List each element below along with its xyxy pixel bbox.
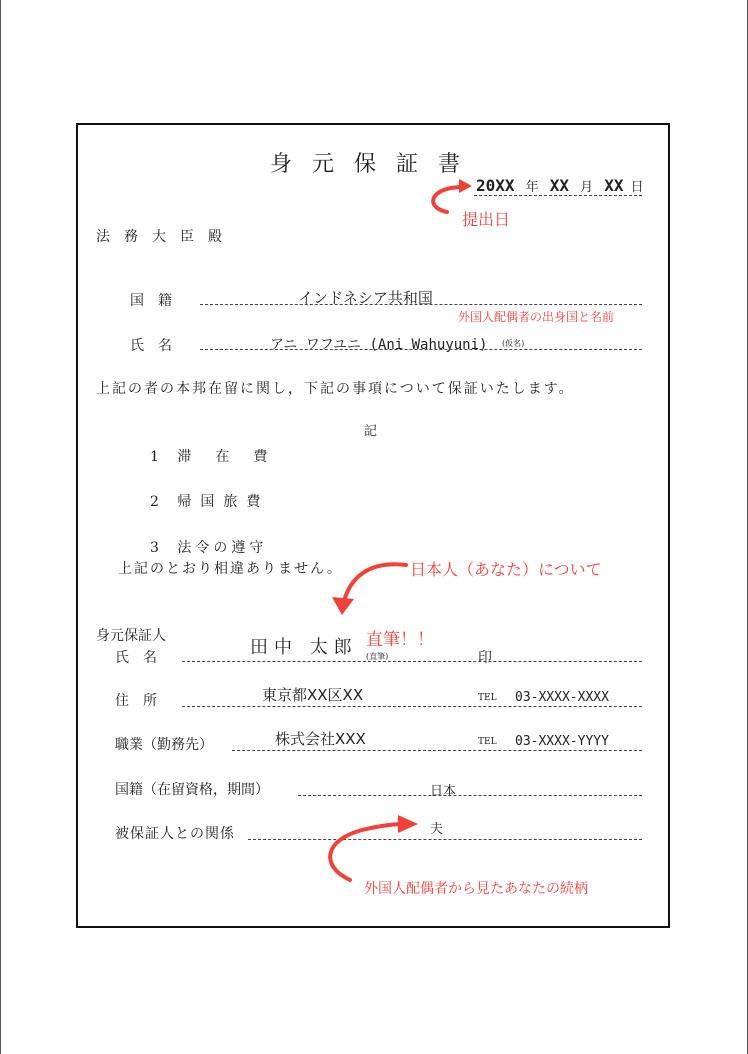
address-tel-label: TEL [478, 693, 497, 703]
relation-label: 被保証人との関係 [115, 826, 235, 842]
date-year-label: 年 [525, 180, 539, 195]
seal-label: 印 [478, 650, 492, 666]
date-day-label: 日 [630, 180, 644, 195]
date-field [476, 176, 644, 195]
annotation-submission-date: 提出日 [462, 210, 511, 229]
address-label: 住所 [115, 693, 171, 709]
ki-heading: 記 [364, 424, 378, 439]
name-note: (仮名) [502, 339, 525, 348]
no-error-statement: 上記のとおり相違ありません。 [118, 561, 343, 577]
guarantor-nationality-label: 国籍（在留資格，期間） [115, 782, 269, 798]
item-2-number: 2 [150, 494, 159, 510]
guarantor-nationality-value: 日本 [430, 784, 457, 799]
address-value: 東京都XX区XX [262, 686, 364, 704]
item-1-text: 滞在費 [177, 449, 292, 465]
guarantor-heading: 身元保証人 [96, 628, 166, 644]
item-2-text: 帰国旅費 [177, 494, 270, 510]
date-month-value: XX [549, 176, 569, 195]
relation-underline [248, 839, 642, 840]
date-year-value: 20XX [476, 176, 515, 195]
job-value: 株式会社XXX [275, 730, 366, 748]
job-tel-value: 03-XXXX-YYYY [515, 734, 609, 749]
item-3-text: 法令の遵守 [177, 540, 268, 556]
item-3-number: 3 [150, 540, 159, 556]
job-label: 職業（勤務先） [115, 737, 213, 753]
item-1-number: 1 [150, 449, 159, 465]
annotation-about-you: 日本人（あなた）について [410, 560, 602, 579]
address-tel-value: 03-XXXX-XXXX [515, 690, 609, 705]
date-underline [474, 195, 642, 196]
nationality-value: インドネシア共和国 [298, 289, 433, 307]
job-underline [232, 750, 642, 751]
about-you-arrow-icon [318, 557, 410, 619]
name-underline [200, 349, 642, 350]
guarantor-name-label: 氏名 [115, 650, 171, 666]
name-label: 氏名 [130, 338, 186, 354]
document-title: 身元保証書 [270, 152, 481, 177]
guarantor-nationality-underline [298, 795, 642, 796]
page-edge-left [0, 0, 1, 1054]
relation-value: 夫 [430, 822, 444, 837]
address-underline [182, 706, 642, 707]
nationality-underline [200, 304, 642, 305]
name-value: アニ ワフユニ (Ani Wahuyuni) [270, 337, 488, 353]
item-2 [150, 491, 269, 511]
item-3 [150, 537, 267, 557]
annotation-relationship: 外国人配偶者から見たあなたの続柄 [364, 881, 588, 897]
guarantor-name-underline [182, 661, 642, 662]
date-month-label: 月 [580, 180, 594, 195]
annotation-handwritten: 直筆！！ [366, 630, 434, 650]
date-day-value: XX [604, 176, 624, 195]
annotation-foreign-spouse: 外国人配偶者の出身国と名前 [458, 310, 615, 324]
item-1 [150, 446, 291, 466]
statement: 上記の者の本邦在留に関し，下記の事項について保証いたします。 [96, 381, 575, 397]
addressee: 法務大臣殿 [96, 229, 236, 245]
job-tel-label: TEL [478, 737, 497, 747]
guarantor-name-value: 田中 太郎 [250, 637, 358, 658]
nationality-label: 国籍 [130, 293, 186, 309]
guarantor-name-note: (直筆) [366, 652, 389, 661]
